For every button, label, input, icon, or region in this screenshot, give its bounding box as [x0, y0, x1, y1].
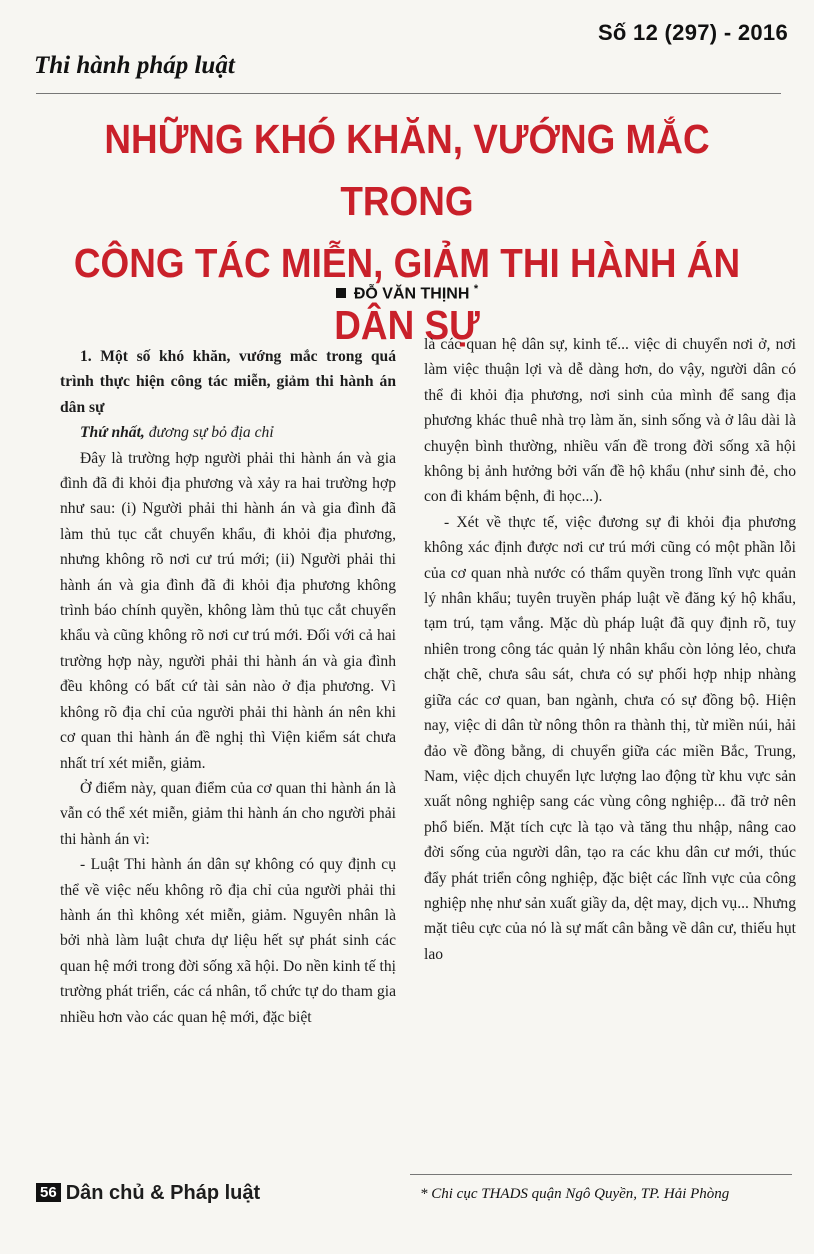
footnote-divider [410, 1174, 792, 1175]
author-footnote: * Chi cục THADS quận Ngô Quyền, TP. Hải Phòng [420, 1186, 730, 1202]
subheading [60, 420, 396, 445]
section-heading: 1. Một số khó khăn, vướng mắc trong quá trình thực hiện công tác miễn, giảm thi hành án dân sự [60, 348, 396, 416]
issue-number: Số 12 (297) - 2016 [597, 20, 788, 45]
square-bullet-icon [336, 288, 346, 298]
paragraph: - Luật Thi hành án dân sự không có quy định cụ thể về việc nếu không rõ địa chỉ của người phải thi hành án thì không xét miễn, giảm. Nguyên nhân là bởi nhà làm luật chưa dự liệu hết sự phát sinh các quan hệ mới trong đời sống xã hội. Do nền kinh tế thị trường phát triển, các cá nhân, tổ chức tự do tham gia nhiều hơn vào các quan hệ mới, đặc biệt [60, 856, 396, 1026]
section-divider [36, 93, 781, 94]
article-title-line-2: CÔNG TÁC MIỄN, GIẢM THI HÀNH ÁN DÂN SỰ [73, 240, 741, 348]
section-title: Thi hành pháp luật [34, 52, 235, 79]
author-footnote-mark: * [473, 283, 479, 295]
body-column-left [60, 338, 396, 1030]
page-number: 56 [36, 1183, 61, 1202]
page-footer [36, 1182, 260, 1205]
paragraph: Ở điểm này, quan điểm của cơ quan thi hành án là vẫn có thể xét miễn, giảm thi hành án cho người phải thi hành án vì: [60, 779, 396, 848]
subheading-label: Thứ nhất, [80, 424, 145, 442]
paragraph: là các quan hệ dân sự, kinh tế... việc di chuyển nơi ở, nơi làm việc thuận lợi và dễ dàng hơn, do vậy, người dân có thể đi khỏi địa phương, nơi sinh của mình để sang địa phương khác thuê nhà trọ làm ăn, sinh sống và ở lâu dài là chuyện bình thường, nhiều vấn đề trong đời sống xã hội không bị ảnh hưởng bởi vấn đề hộ khẩu (như sinh đẻ, cho con đi khám bệnh, đi học...). [424, 336, 796, 506]
article-title-line-1: NHỮNG KHÓ KHĂN, VƯỚNG MẮC TRONG [104, 116, 710, 224]
subheading-text: đương sự bỏ địa chỉ [144, 424, 274, 442]
paragraph: Đây là trường hợp người phải thi hành án và gia đình đã đi khỏi địa phương và xảy ra hai trường hợp như sau: (i) Người phải thi hành án và gia đình đã làm thủ tục cắt chuyển khẩu, đi khỏi địa phương, nhưng không rõ nơi cư trú mới; (ii) Người phải thi hành án và gia đình đã đi khỏi địa phương không trình báo chính quyền, không làm thủ tục cắt chuyển khẩu và cũng không rõ nơi cư trú mới. Đối với cả hai trường hợp này, người phải thi hành án và gia đình đều không có bất cứ tài sản nào ở địa phương. Vì không rõ địa chỉ của người phải thi hành án nên khi cơ quan thi hành án đề nghị thì Viện kiểm sát chưa nhất trí xét miễn, giảm. [60, 449, 396, 772]
paragraph: - Xét về thực tế, việc đương sự đi khỏi địa phương không xác định được nơi cư trú mới cũng có một phần lỗi của cơ quan nhà nước có thẩm quyền trong lĩnh vực quản lý nhân khẩu; tuyên truyền pháp luật về đăng ký hộ khẩu, tạm trú, tạm vắng. Mặc dù pháp luật đã quy định rõ, tuy nhiên trong công tác quản lý nhân khẩu còn lỏng lẻo, chưa chặt chẽ, chưa sâu sát, chưa có sự phối hợp nhịp nhàng giữa các cơ quan, ban ngành, chưa có sự đồng bộ. Hiện nay, việc di dân từ nông thôn ra thành thị, từ miền núi, hải đảo về đồng bằng, di chuyển giữa các miền Bắc, Trung, Nam, việc dịch chuyển lực lượng lao động từ khu vực sản xuất nông nghiệp sang các vùng công nghiệp... đã trở nên phổ biến. Mặt tích cực là tạo và tăng thu nhập, nâng cao đời sống của người dân, tạo ra các khu dân cư mới, thúc đẩy phát triển công nghiệp, đặc biệt các lĩnh vực của công nghiệp nhẹ như sản xuất giầy da, dệt may, dịch vụ... Nhưng mặt tiêu cực của nó là sự mất cân bằng về dân cư, thiếu hụt lao [424, 513, 796, 963]
magazine-name: Dân chủ & Pháp luật [65, 1182, 261, 1204]
byline [0, 283, 814, 303]
author-name: ĐỖ VĂN THỊNH [353, 285, 470, 303]
body-column-right [424, 332, 796, 967]
article-title [41, 108, 774, 356]
